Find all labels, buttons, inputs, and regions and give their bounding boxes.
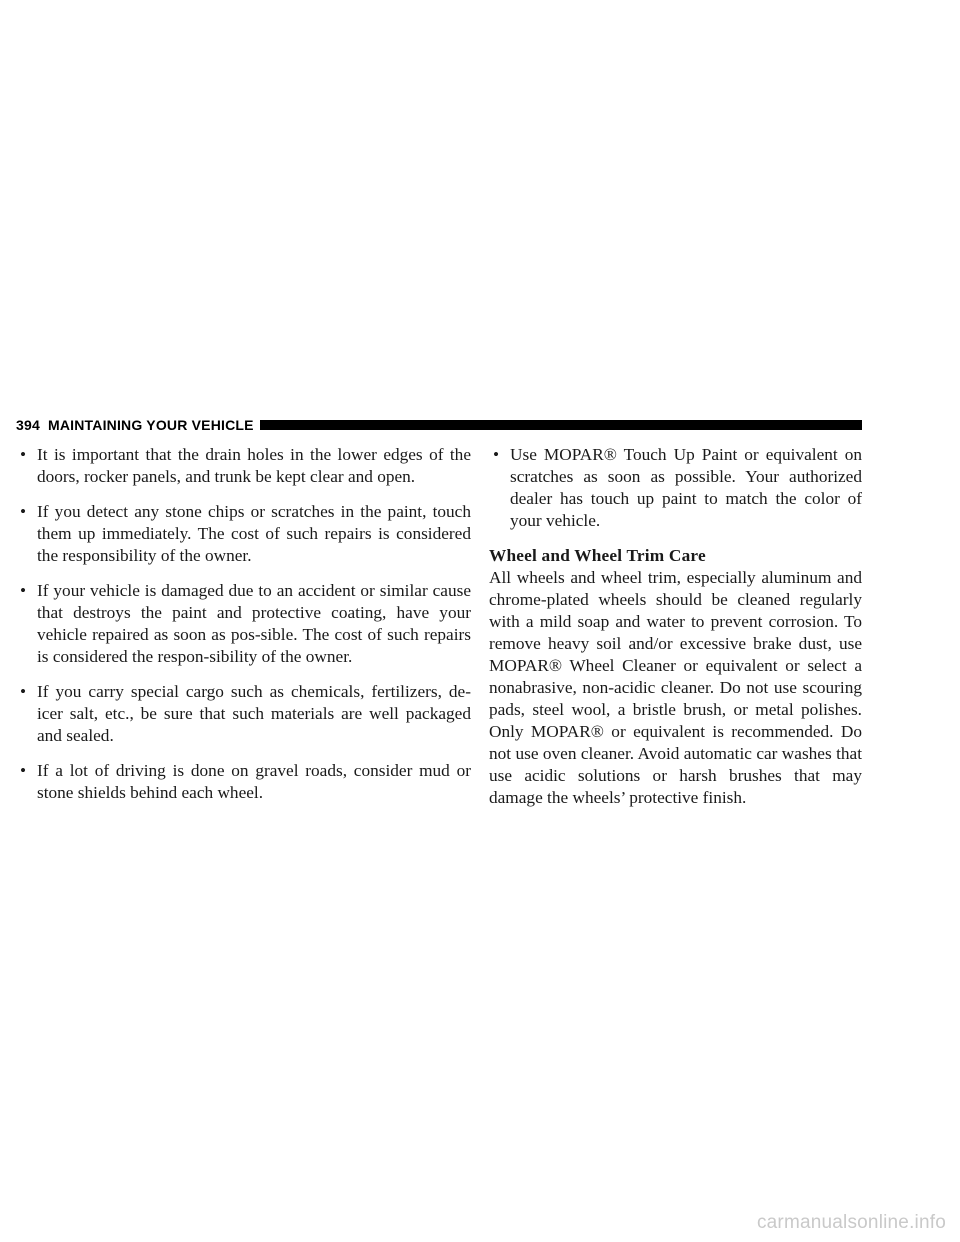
bullet-text: Use MOPAR® Touch Up Paint or equivalent on scratches as soon as possible. Your authorized dealer has touch up paint to match the color of your vehicle. bbox=[510, 445, 862, 530]
body-paragraph: All wheels and wheel trim, especially aluminum and chrome-plated wheels should be cleaned regularly with a mild soap and water to prevent corrosion. To remove heavy soil and/or excessive brake dust, use MOPAR® Wheel Cleaner or equivalent or select a nonabrasive, non-acidic cleaner. Do not use scouring pads, steel wool, a bristle brush, or metal polishes. Only MOPAR® or equivalent is recommended. Do not use oven cleaner. Avoid automatic car washes that use acidic solutions or harsh brushes that may damage the wheels’ protective finish. bbox=[489, 568, 862, 807]
watermark: carmanualsonline.info bbox=[756, 1212, 946, 1233]
bullet-icon: • bbox=[19, 445, 27, 464]
header-rule bbox=[260, 420, 862, 430]
page-header bbox=[16, 416, 862, 434]
bullet-text: If you carry special cargo such as chemicals, fertilizers, de-icer salt, etc., be sure that such materials are well packaged and sealed. bbox=[37, 682, 471, 745]
page-number: 394 bbox=[16, 417, 40, 433]
bullet-text: It is important that the drain holes in the lower edges of the doors, rocker panels, and trunk be kept clear and open. bbox=[37, 445, 471, 486]
bullet-icon: • bbox=[492, 445, 500, 464]
bullet-icon: • bbox=[19, 682, 27, 701]
section-heading: Wheel and Wheel Trim Care bbox=[489, 546, 706, 565]
list-item bbox=[489, 444, 862, 532]
section-title: MAINTAINING YOUR VEHICLE bbox=[47, 417, 254, 433]
list-item bbox=[16, 444, 471, 488]
list-item bbox=[16, 681, 471, 747]
bullet-icon: • bbox=[19, 502, 27, 521]
left-column bbox=[16, 444, 471, 817]
list-item bbox=[16, 580, 471, 668]
list-item bbox=[16, 760, 471, 804]
right-column bbox=[489, 444, 862, 809]
bullet-text: If a lot of driving is done on gravel roads, consider mud or stone shields behind each wheel. bbox=[37, 761, 471, 802]
bullet-icon: • bbox=[19, 761, 27, 780]
bullet-text: If you detect any stone chips or scratches in the paint, touch them up immediately. The cost of such repairs is considered the responsibility of the owner. bbox=[37, 502, 471, 565]
bullet-text: If your vehicle is damaged due to an accident or similar cause that destroys the paint and protective coating, have your vehicle repaired as soon as pos-sible. The cost of such repairs is considered the respon-sibility of the owner. bbox=[37, 581, 471, 666]
list-item bbox=[16, 501, 471, 567]
left-bullet-list bbox=[16, 444, 471, 804]
right-bullet-list bbox=[489, 444, 862, 532]
bullet-icon: • bbox=[19, 581, 27, 600]
